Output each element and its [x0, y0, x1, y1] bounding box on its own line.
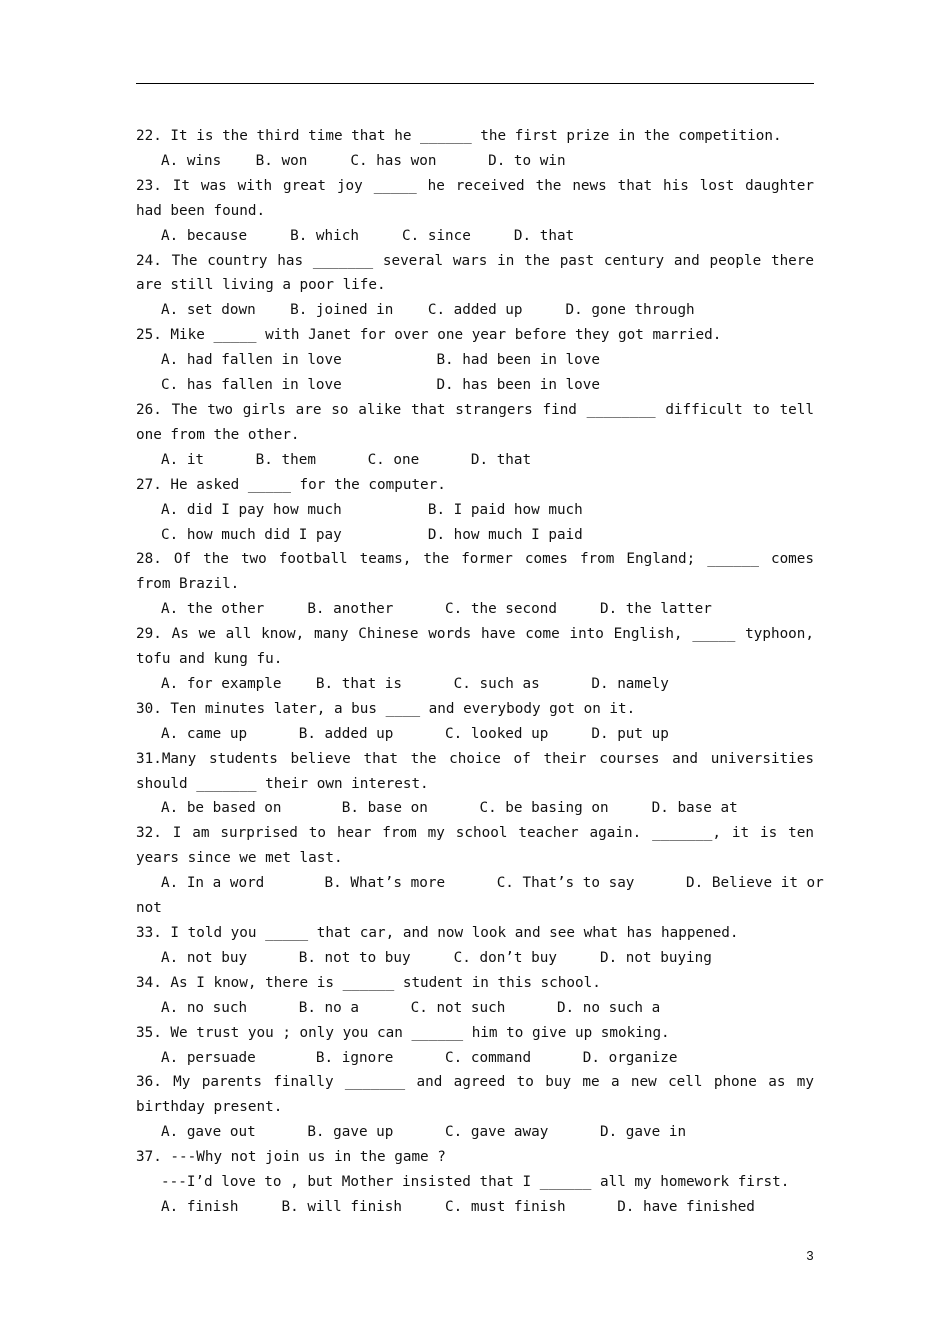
- answer-options: A. finish B. will finish C. must finish D. have finished: [161, 1198, 755, 1215]
- question-item: [136, 821, 824, 921]
- question-stem: 29. As we all know, many Chinese words have come into English, _____ typhoon, tofu and kung fu.: [136, 626, 814, 668]
- question-stem: 34. As I know, there is ______ student in this school.: [136, 974, 601, 991]
- question-stem: 30. Ten minutes later, a bus ____ and everybody got on it.: [136, 700, 636, 717]
- question-item: [136, 398, 814, 473]
- question-item: [136, 249, 814, 324]
- question-stem: 36. My parents finally _______ and agreed to buy me a new cell phone as my birthday present.: [136, 1074, 814, 1116]
- answer-options: A. gave out B. gave up C. gave away D. gave in: [161, 1124, 687, 1141]
- question-stem: 31.Many students believe that the choice of their courses and universities should _______ their own interest.: [136, 750, 814, 792]
- answer-options: A. wins B. won C. has won D. to win: [161, 152, 566, 169]
- question-stem: 26. The two girls are so alike that strangers find ________ difficult to tell one from the other.: [136, 401, 814, 443]
- question-stem: 35. We trust you ; only you can ______ him to give up smoking.: [136, 1024, 670, 1041]
- question-item: [136, 921, 814, 971]
- answer-options: A. because B. which C. since D. that: [161, 227, 575, 244]
- question-stem: 25. Mike _____ with Janet for over one year before they got married.: [136, 327, 722, 344]
- answer-options: A. for example B. that is C. such as D. namely: [161, 675, 669, 692]
- question-item: [136, 473, 814, 548]
- answer-options: ---I’d love to , but Mother insisted that I ______ all my homework first.: [161, 1174, 790, 1191]
- question-stem: 37. ---Why not join us in the game ?: [136, 1149, 446, 1166]
- answer-options: A. the other B. another C. the second D. the latter: [161, 601, 712, 618]
- answer-options: A. In a word B. What’s more C. That’s to say D. Believe it or: [161, 875, 824, 892]
- question-item: [136, 697, 814, 747]
- header-rule: [136, 83, 814, 84]
- answer-options: A. no such B. no a C. not such D. no such a: [161, 999, 661, 1016]
- answer-options: A. it B. them C. one D. that: [161, 451, 532, 468]
- answer-options: A. set down B. joined in C. added up D. gone through: [161, 302, 695, 319]
- answer-options: C. how much did I pay D. how much I paid: [161, 526, 583, 543]
- question-stem: 24. The country has _______ several wars in the past century and people there are still living a poor life.: [136, 252, 814, 294]
- question-item: [136, 547, 814, 622]
- question-stem: 22. It is the third time that he ______ the first prize in the competition.: [136, 128, 782, 144]
- answer-options: A. did I pay how much B. I paid how much: [161, 501, 583, 518]
- question-stem: 23. It was with great joy _____ he received the news that his lost daughter had been found.: [136, 177, 814, 219]
- answer-options: not: [136, 900, 162, 917]
- answer-options: A. not buy B. not to buy C. don’t buy D. not buying: [161, 949, 712, 966]
- page-number: 3: [806, 1248, 814, 1263]
- answer-options: C. has fallen in love D. has been in love: [161, 377, 600, 394]
- question-stem: 28. Of the two football teams, the former comes from England; ______ comes from Brazil.: [136, 551, 814, 593]
- question-item: [136, 622, 814, 697]
- question-item: [136, 1021, 814, 1071]
- question-stem: 27. He asked _____ for the computer.: [136, 476, 446, 493]
- question-item: [136, 971, 814, 1021]
- question-stem: 32. I am surprised to hear from my school teacher again. _______, it is ten years since we met last.: [136, 825, 814, 867]
- answer-options: A. persuade B. ignore C. command D. organize: [161, 1049, 678, 1066]
- answer-options: A. had fallen in love B. had been in love: [161, 352, 600, 369]
- question-item: [136, 1145, 814, 1220]
- answer-options: A. be based on B. base on C. be basing on D. base at: [161, 800, 738, 817]
- question-list: [136, 124, 824, 1220]
- question-item: [136, 747, 814, 822]
- question-item: [136, 124, 814, 174]
- answer-options: A. came up B. added up C. looked up D. put up: [161, 725, 669, 742]
- question-stem: 33. I told you _____ that car, and now look and see what has happened.: [136, 925, 739, 941]
- question-item: [136, 323, 814, 398]
- question-item: [136, 1070, 814, 1145]
- question-item: [136, 174, 814, 249]
